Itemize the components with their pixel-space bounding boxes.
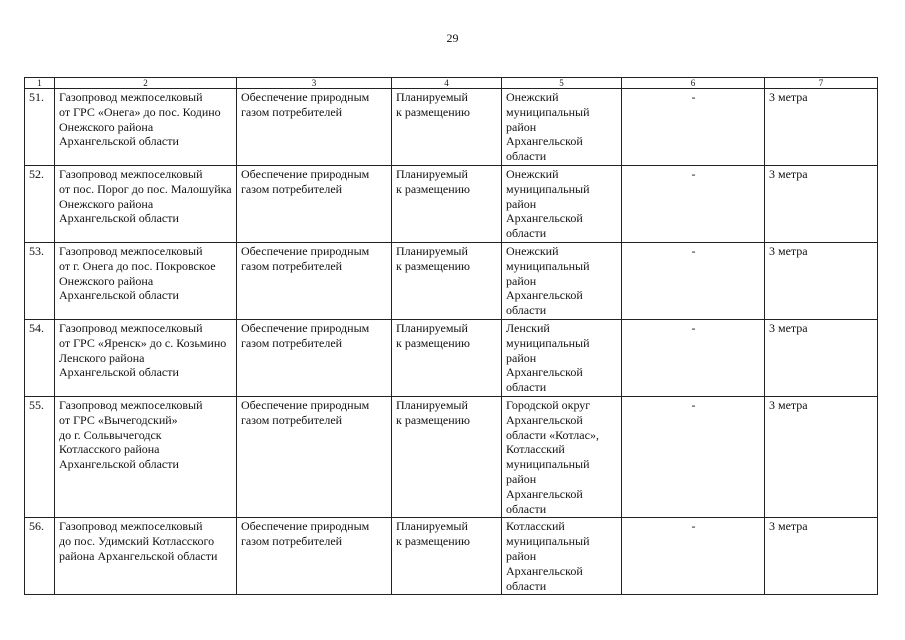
location-cell-line: муниципальный: [506, 181, 590, 196]
location-cell-line: муниципальный: [506, 457, 590, 472]
row-number-cell: 56.: [25, 518, 55, 595]
purpose-cell: [237, 319, 392, 396]
header-cell-4: 4: [392, 78, 502, 89]
status-cell-line: к размещению: [396, 412, 471, 427]
object-name-cell-line: Архангельской области: [59, 457, 179, 472]
object-name-cell-line: Газопровод межпоселковый: [59, 166, 203, 181]
location-cell-line: муниципальный: [506, 104, 590, 119]
purpose-cell-line: Обеспечение природным: [241, 90, 370, 104]
location-cell-line: Городской округ: [506, 397, 591, 412]
row-number-cell: 51.: [25, 89, 55, 166]
col6-cell: -: [622, 396, 765, 517]
location-cell-line: район: [506, 273, 537, 288]
location-cell-line: муниципальный: [506, 534, 590, 549]
status-cell-line: к размещению: [396, 534, 471, 549]
location-cell-line: Архангельской: [506, 134, 583, 149]
status-cell: [392, 518, 502, 595]
location-cell-line: Котласский: [506, 442, 565, 457]
object-name-cell-line: Архангельской области: [59, 288, 179, 303]
col6-cell: -: [622, 165, 765, 242]
purpose-cell: [237, 396, 392, 517]
status-cell-line: к размещению: [396, 258, 471, 273]
location-cell-line: Ленский: [506, 320, 550, 335]
header-cell-5: 5: [502, 78, 622, 89]
status-cell: [392, 242, 502, 319]
object-name-cell-line: от ГРС «Вычегодский»: [59, 412, 178, 427]
purpose-cell-line: газом потребителей: [241, 181, 343, 196]
row-number-cell: 54.: [25, 319, 55, 396]
object-name-cell-line: от ГРС «Яренск» до с. Козьмино: [59, 335, 227, 350]
object-name-cell-line: Архангельской области: [59, 211, 179, 226]
col6-cell: -: [622, 242, 765, 319]
object-name-cell-line: Газопровод межпоселковый: [59, 397, 203, 412]
purpose-cell: [237, 242, 392, 319]
location-cell-line: Котласский: [506, 519, 565, 534]
purpose-cell-line: Обеспечение природным: [241, 243, 370, 258]
object-name-cell: [55, 518, 237, 595]
object-name-cell-line: Онежского района: [59, 273, 154, 288]
location-cell-line: Архангельской: [506, 365, 583, 380]
status-cell: [392, 89, 502, 166]
zone-cell: 3 метра: [765, 165, 878, 242]
location-cell: [502, 165, 622, 242]
location-cell-line: район: [506, 350, 537, 365]
col6-cell: -: [622, 518, 765, 595]
purpose-cell-line: Обеспечение природным: [241, 397, 370, 412]
row-number-cell: 55.: [25, 396, 55, 517]
purpose-cell-line: Обеспечение природным: [241, 166, 370, 181]
location-cell-line: Онежский: [506, 243, 559, 258]
object-name-cell-line: Котласского района: [59, 442, 160, 457]
location-cell-line: области «Котлас»,: [506, 427, 599, 442]
col6-cell: -: [622, 89, 765, 166]
header-cell-7: 7: [765, 78, 878, 89]
object-name-cell-line: Газопровод межпоселковый: [59, 519, 203, 534]
location-cell-line: Архангельской: [506, 288, 583, 303]
object-name-cell-line: от пос. Порог до пос. Малошуйка: [59, 181, 232, 196]
purpose-cell-line: Обеспечение природным: [241, 519, 370, 534]
object-name-cell-line: до г. Сольвычегодск: [59, 427, 162, 442]
status-cell: [392, 319, 502, 396]
location-cell-line: Онежский: [506, 90, 559, 104]
location-cell-line: Архангельской: [506, 412, 583, 427]
purpose-cell-line: газом потребителей: [241, 104, 343, 119]
object-name-cell-line: до пос. Удимский Котласского: [59, 534, 215, 549]
object-name-cell-line: Онежского района: [59, 196, 154, 211]
purpose-cell-line: газом потребителей: [241, 534, 343, 549]
header-cell-1: 1: [25, 78, 55, 89]
object-name-cell-line: от г. Онега до пос. Покровское: [59, 258, 216, 273]
status-cell-line: к размещению: [396, 104, 471, 119]
object-name-cell: [55, 89, 237, 166]
table-row: [25, 165, 878, 242]
location-cell: [502, 518, 622, 595]
location-cell-line: муниципальный: [506, 335, 590, 350]
purpose-cell-line: газом потребителей: [241, 258, 343, 273]
table-row: [25, 319, 878, 396]
object-name-cell-line: Архангельской области: [59, 365, 179, 380]
location-cell-line: муниципальный: [506, 258, 590, 273]
purpose-cell-line: Обеспечение природным: [241, 320, 370, 335]
registry-table: [24, 77, 878, 595]
status-cell-line: Планируемый: [396, 90, 468, 104]
purpose-cell: [237, 165, 392, 242]
zone-cell: 3 метра: [765, 319, 878, 396]
location-cell-line: области: [506, 303, 547, 318]
object-name-cell-line: Газопровод межпоселковый: [59, 90, 203, 104]
row-number-cell: 52.: [25, 165, 55, 242]
zone-cell: 3 метра: [765, 89, 878, 166]
status-cell: [392, 165, 502, 242]
location-cell-line: области: [506, 149, 547, 164]
location-cell: [502, 242, 622, 319]
status-cell-line: Планируемый: [396, 397, 468, 412]
table-row: [25, 396, 878, 517]
status-cell-line: Планируемый: [396, 320, 468, 335]
zone-cell: 3 метра: [765, 396, 878, 517]
object-name-cell: [55, 242, 237, 319]
location-cell-line: район: [506, 471, 537, 486]
purpose-cell: [237, 518, 392, 595]
col6-cell: -: [622, 319, 765, 396]
row-number-cell: 53.: [25, 242, 55, 319]
header-row: [25, 78, 878, 89]
table-row: [25, 518, 878, 595]
location-cell: [502, 319, 622, 396]
location-cell-line: Архангельской: [506, 211, 583, 226]
location-cell-line: Архангельской: [506, 486, 583, 501]
location-cell-line: Архангельской: [506, 563, 583, 578]
purpose-cell-line: газом потребителей: [241, 335, 343, 350]
status-cell-line: к размещению: [396, 181, 471, 196]
object-name-cell: [55, 396, 237, 517]
object-name-cell-line: района Архангельской области: [59, 548, 218, 563]
location-cell-line: области: [506, 501, 547, 516]
object-name-cell-line: Газопровод межпоселковый: [59, 243, 203, 258]
location-cell: [502, 89, 622, 166]
header-cell-3: 3: [237, 78, 392, 89]
object-name-cell: [55, 319, 237, 396]
object-name-cell: [55, 165, 237, 242]
object-name-cell-line: Онежского района: [59, 119, 154, 134]
table-row: [25, 89, 878, 166]
object-name-cell-line: Архангельской области: [59, 134, 179, 149]
table-row: [25, 242, 878, 319]
purpose-cell-line: газом потребителей: [241, 412, 343, 427]
status-cell-line: Планируемый: [396, 166, 468, 181]
header-cell-6: 6: [622, 78, 765, 89]
page-number: 29: [446, 31, 459, 45]
location-cell-line: области: [506, 226, 547, 241]
location-cell-line: район: [506, 548, 537, 563]
object-name-cell-line: Ленского района: [59, 350, 145, 365]
status-cell-line: Планируемый: [396, 243, 468, 258]
location-cell: [502, 396, 622, 517]
location-cell-line: Онежский: [506, 166, 559, 181]
table-body: [25, 89, 878, 595]
location-cell-line: район: [506, 119, 537, 134]
zone-cell: 3 метра: [765, 518, 878, 595]
location-cell-line: области: [506, 380, 547, 395]
status-cell-line: к размещению: [396, 335, 471, 350]
zone-cell: 3 метра: [765, 242, 878, 319]
object-name-cell-line: Газопровод межпоселковый: [59, 320, 203, 335]
status-cell: [392, 396, 502, 517]
status-cell-line: Планируемый: [396, 519, 468, 534]
header-cell-2: 2: [55, 78, 237, 89]
object-name-cell-line: от ГРС «Онега» до пос. Кодино: [59, 104, 221, 119]
location-cell-line: район: [506, 196, 537, 211]
location-cell-line: области: [506, 578, 547, 593]
purpose-cell: [237, 89, 392, 166]
